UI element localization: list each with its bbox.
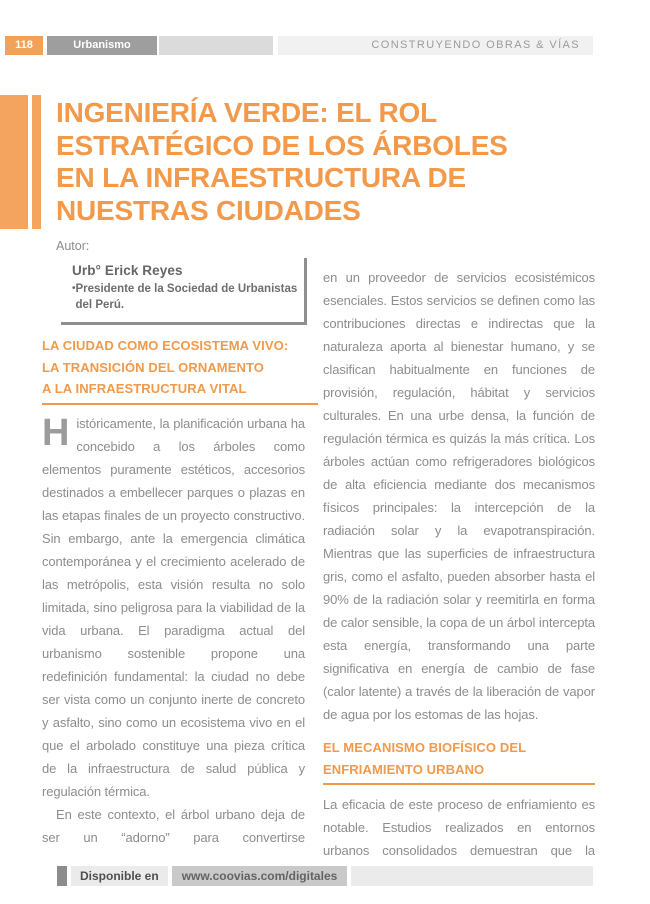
left-paragraph-2: En este contexto, el árbol urbano deja de ser un “adorno” para convertirse <box>42 806 305 845</box>
page-footer <box>57 866 593 886</box>
left-paragraph-1-text: istóricamente, la planificación urbana ha concebido a los árboles como elementos puramente estéticos, accesorios destinados a embellecer parques o plazas en las etapas finales de un proyecto constructivo. Sin embargo, ante la emergencia climática contemporánea y el crecimiento acelerado de las metrópolis, esta visión resulta no solo limitada, sino peligrosa para la viabilidad de la vida urbana. El paradigma actual del urbanismo sostenible propone una redefinición fundamental: la ciudad no debe ser vista como un conjunto inerte de concreto y asfalto, sino como un ecosistema vivo en el que el arbolado constituye una pieza crítica de la infraestructura de salud pública y regulación térmica. <box>42 415 305 799</box>
header-spacer-block <box>159 36 273 55</box>
left-heading-line-2: LA TRANSICIÓN DEL ORNAMENTO <box>42 359 265 375</box>
article-title-line-2: ESTRATÉGICO DE LOS ÁRBOLES <box>56 129 508 161</box>
title-accent-bar-thin <box>32 95 41 229</box>
left-paragraph-1 <box>42 412 305 803</box>
left-heading-line-1: LA CIUDAD COMO ECOSISTEMA VIVO: <box>42 338 289 353</box>
right-heading-line-1: EL MECANISMO BIOFÍSICO DEL <box>323 740 527 755</box>
page-number-badge: 118 <box>5 36 43 55</box>
right-column <box>323 266 595 862</box>
dropcap-letter: H <box>42 411 70 454</box>
footer-strip <box>351 866 593 886</box>
author-role-line-1: Presidente de la Sociedad de Urbanistas <box>75 283 298 295</box>
bullet-icon: • <box>72 283 76 294</box>
article-title <box>56 97 508 227</box>
article-title-line-3: EN LA INFRAESTRUCTURA DE <box>56 162 467 193</box>
footer-square-marker <box>57 866 67 886</box>
left-column-heading <box>42 335 318 405</box>
section-badge: Urbanismo <box>47 36 157 55</box>
article-title-line-1: INGENIERÍA VERDE: EL ROL <box>56 97 438 128</box>
footer-url-link[interactable]: www.coovias.com/digitales <box>172 866 348 886</box>
author-role-text <box>76 282 298 313</box>
author-role <box>72 282 296 313</box>
right-heading-line-2: ENFRIAMIENTO URBANO <box>323 761 485 777</box>
article-title-line-4: NUESTRAS CIUDADES <box>56 194 361 226</box>
author-label: Autor: <box>56 239 90 253</box>
title-accent-bar-wide <box>0 95 28 229</box>
left-heading-line-3: A LA INFRAESTRUCTURA VITAL <box>42 381 247 396</box>
author-name: Urb° Erick Reyes <box>72 263 183 278</box>
right-paragraph-2: La eficacia de este proceso de enfriamiento es notable. Estudios realizados en entornos urbanos consolidados demuestran que la <box>323 797 595 858</box>
right-column-heading <box>323 737 595 785</box>
right-paragraph-1: en un proveedor de servicios ecosistémicos esenciales. Estos servicios se definen como las contribuciones directas e indirectas que la naturaleza aporta al bienestar humano, y se clasifican habitualmente en funciones de provisión, regulación, hábitat y servicios culturales. En una urbe densa, la función de regulación térmica es quizás la más crítica. Los árboles actúan como refrigeradores biológicos de alta eficiencia mediante dos mecanismos físicos principales: la intercepción de la radiación solar y la evapotranspiración. Mientras que las superficies de infraestructura gris, como el asfalto, pueden absorber hasta el 90% de la radiación solar y reemitirla en forma de calor sensible, la copa de un árbol intercepta esta energía, transformando una parte significativa en energía de cambio de fase (calor latente) a través de la liberación de vapor de agua por los estomas de las hojas. <box>323 270 595 722</box>
author-box <box>61 258 307 325</box>
magazine-title: CONSTRUYENDO OBRAS & VÍAS <box>278 36 593 55</box>
left-column <box>42 335 305 849</box>
author-role-line-2: del Perú. <box>75 298 125 311</box>
footer-available-label: Disponible en <box>71 866 168 886</box>
